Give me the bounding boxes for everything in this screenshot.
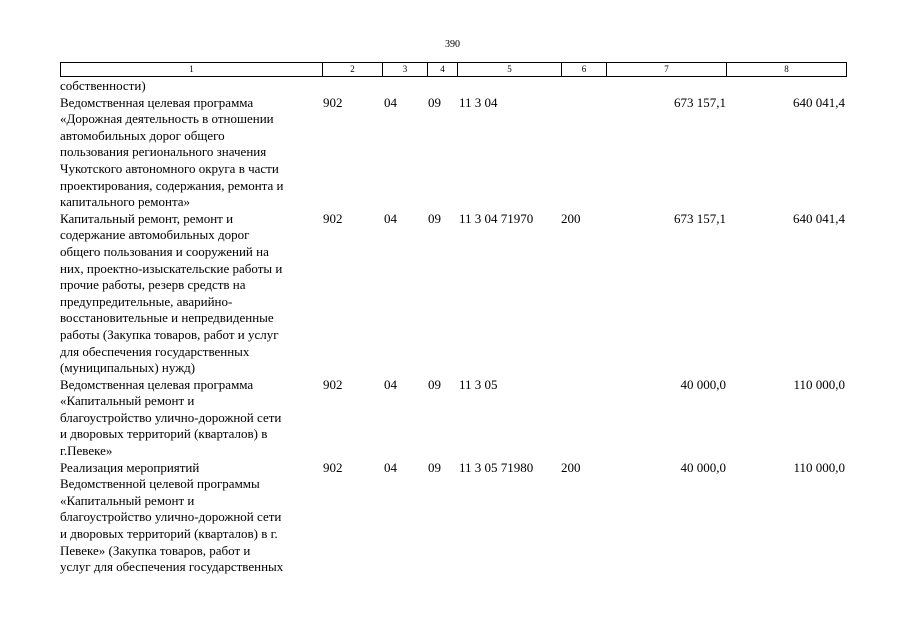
- table-row: [60, 211, 846, 377]
- item-name-line: Капитальный ремонт, ремонт и: [60, 210, 234, 226]
- item-name: [60, 211, 322, 377]
- item-name: [60, 460, 322, 576]
- item-name-line: восстановительные и непредвиденные: [60, 310, 274, 326]
- item-name-line: Чукотского автономного округа в части: [60, 160, 279, 176]
- item-name-line: содержание автомобильных дорог: [60, 227, 250, 243]
- item-name-line: капитального ремонта»: [60, 194, 191, 210]
- item-name-line: благоустройство улично-дорожной сети: [60, 509, 282, 525]
- page-number: 390: [445, 39, 460, 50]
- target-article-code: 11 3 04: [459, 94, 498, 110]
- item-name-line: услуг для обеспечения государственных: [60, 559, 284, 575]
- budget-rows: [60, 78, 846, 576]
- item-name-line: г.Певеке»: [60, 443, 113, 459]
- item-name-line: автомобильных дорог общего: [60, 127, 225, 143]
- item-name-line: прочие работы, резерв средств на: [60, 277, 246, 293]
- item-name-line: и дворовых территорий (кварталов) в г.: [60, 526, 278, 542]
- item-name-line: (муниципальных) нужд): [60, 360, 196, 376]
- target-article-code: 11 3 05: [459, 376, 498, 392]
- amount-year-1: 40 000,0: [680, 459, 726, 475]
- table-row: [60, 95, 846, 211]
- column-header: 8: [727, 63, 847, 77]
- item-name-line: Ведомственной целевой программы: [60, 476, 260, 492]
- admin-code: 902: [323, 94, 343, 110]
- item-name-line: проектирования, содержания, ремонта и: [60, 177, 284, 193]
- section-code: 04: [384, 94, 397, 110]
- column-header: 3: [383, 63, 428, 77]
- amount-year-1: 40 000,0: [680, 376, 726, 392]
- section-code: 04: [384, 210, 397, 226]
- item-name-line: благоустройство улично-дорожной сети: [60, 409, 282, 425]
- column-header-table: [60, 62, 847, 77]
- item-name-line: Ведомственная целевая программа: [60, 376, 254, 392]
- section-code: 04: [384, 459, 397, 475]
- item-name-line: Певеке» (Закупка товаров, работ и: [60, 542, 251, 558]
- item-name: [60, 377, 322, 460]
- item-name-line: «Капитальный ремонт и: [60, 492, 195, 508]
- table-row: [60, 377, 846, 460]
- section-code: 04: [384, 376, 397, 392]
- item-name-line: пользования регионального значения: [60, 144, 267, 160]
- item-name-line: Реализация мероприятий: [60, 459, 200, 475]
- subsection-code: 09: [428, 459, 441, 475]
- item-name-line: них, проектно-изыскательские работы и: [60, 260, 283, 276]
- amount-year-1: 673 157,1: [674, 94, 726, 110]
- target-article-code: 11 3 05 71980: [459, 459, 534, 475]
- item-name-line: «Капитальный ремонт и: [60, 393, 195, 409]
- item-name-line: работы (Закупка товаров, работ и услуг: [60, 326, 279, 342]
- item-name-line: Ведомственная целевая программа: [60, 94, 254, 110]
- subsection-code: 09: [428, 210, 441, 226]
- amount-year-2: 110 000,0: [793, 459, 845, 475]
- amount-year-2: 640 041,4: [793, 94, 845, 110]
- expense-type-code: 200: [561, 210, 581, 226]
- column-header: 5: [458, 63, 562, 77]
- item-name-line: предупредительные, аварийно-: [60, 293, 233, 309]
- admin-code: 902: [323, 210, 343, 226]
- column-header: 1: [61, 63, 323, 77]
- subsection-code: 09: [428, 94, 441, 110]
- item-name-line: и дворовых территорий (кварталов) в: [60, 426, 268, 442]
- column-header: 2: [323, 63, 383, 77]
- item-name: [60, 78, 322, 95]
- table-row: [60, 460, 846, 576]
- table-row: [60, 78, 846, 95]
- column-header: 7: [607, 63, 727, 77]
- expense-type-code: 200: [561, 459, 581, 475]
- column-header-row: [61, 63, 847, 77]
- column-header: 4: [428, 63, 458, 77]
- column-header: 6: [562, 63, 607, 77]
- admin-code: 902: [323, 459, 343, 475]
- item-name-line: общего пользования и сооружений на: [60, 243, 269, 259]
- amount-year-2: 640 041,4: [793, 210, 845, 226]
- item-name-line: «Дорожная деятельность в отношении: [60, 111, 274, 127]
- item-name: [60, 95, 322, 211]
- item-name-line: для обеспечения государственных: [60, 343, 250, 359]
- subsection-code: 09: [428, 376, 441, 392]
- amount-year-1: 673 157,1: [674, 210, 726, 226]
- amount-year-2: 110 000,0: [793, 376, 845, 392]
- item-name-line: собственности): [60, 78, 146, 93]
- admin-code: 902: [323, 376, 343, 392]
- target-article-code: 11 3 04 71970: [459, 210, 534, 226]
